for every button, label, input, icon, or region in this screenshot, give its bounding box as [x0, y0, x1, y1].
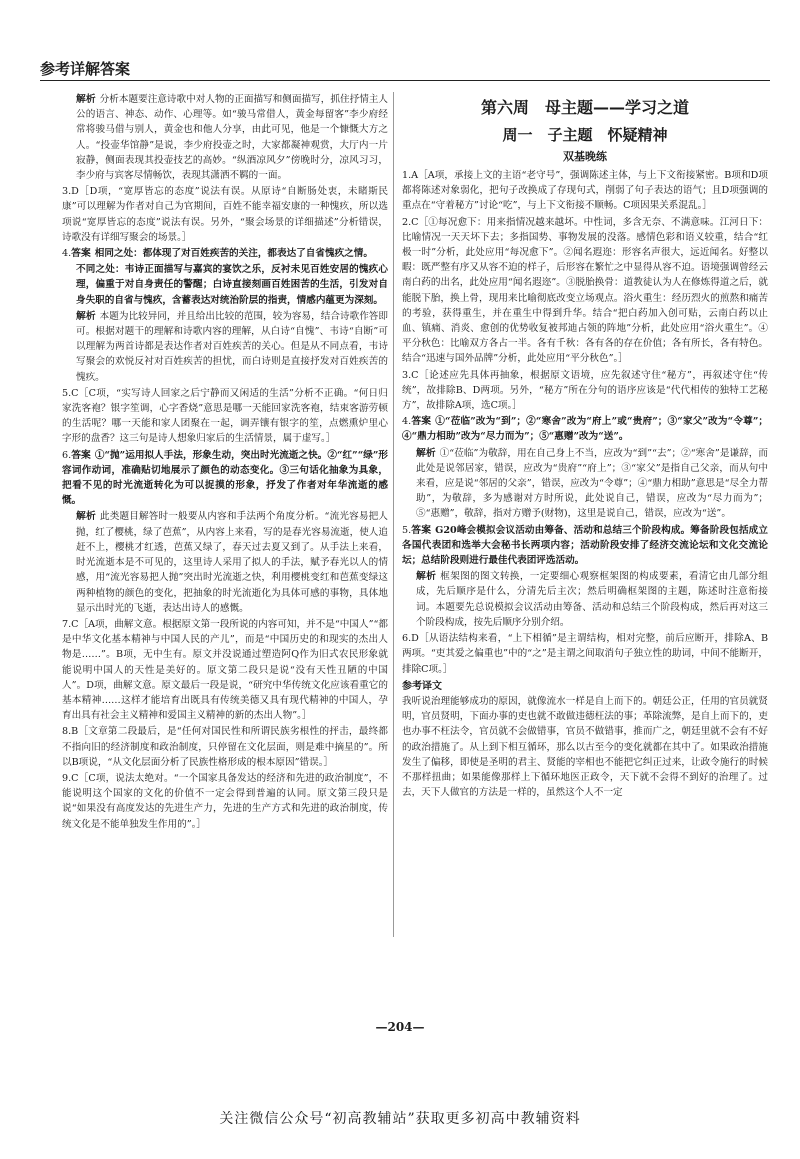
item-label: 答案	[71, 449, 91, 461]
item-text: ①“抛”运用拟人手法，形象生动，突出时光流逝之快。②“红”“绿”形容词作动词，准确贴切地展示了颜色的动态变化。③三句话化抽象为具象，把看不见的时光流逝转化为可以捉摸的形象，抒发了作者对年华流逝的感慨。	[62, 449, 389, 507]
item-text: 相同之处：都体现了对百姓疾苦的关注，都表达了自省愧疚之情。	[94, 248, 373, 260]
column-divider	[393, 92, 394, 937]
answer-item	[62, 309, 388, 385]
page-number: —204—	[375, 1020, 425, 1034]
item-text: ［文章第二段最后，是“任何对国民性和所谓民族劣根性的抨击，最终都不指向旧的经济制度和政治制度，只停留在文化层面，则是难中摘星的”。所以B项说，“从文化层面分析了民族性格形成的根本原因”错误。］	[62, 726, 388, 768]
item-label: 解析	[76, 511, 96, 523]
item-label: 解析	[76, 94, 96, 105]
header-rule	[40, 80, 770, 81]
item-number: 9.C	[62, 772, 79, 784]
item-number: 6.D	[402, 633, 419, 645]
answer-item	[402, 569, 768, 630]
item-number: 3.D	[62, 186, 79, 198]
item-text: ［D项，“宽厚皆忘的态度”说法有误。从原诗“自断肠处衷，未睹斯民康”可以理解为作者对自己为官期间，百姓不能幸福安康的一种愧疚，所以选项说“宽厚皆忘的态度”说法有误。另外，“聚会场景的详细描述”分析错误，诗歌没有详细写聚会的场景。］	[62, 186, 388, 243]
answer-item	[62, 509, 388, 615]
item-text: ［①每况愈下：用来指情况越来越坏。中性词，多含无奈、不满意味。江河日下：比喻情况一天天坏下去；多指国势、事物发展的没落。感情色彩和语义较重，结合“红极一时”分析，此处应用“每况愈下”。②闻名遐迩：形容名声很大，远近闻名。好整以暇：既严整有序又从容不迫的样子，后形容在繁忙之中显得从容不迫。语境强调曾经云南白药的出名，此处应用“闻名遐迩”。③脱胎换骨：道教徒认为人在修炼得道之后，就能脱下胎，换上骨，现用来比喻彻底改变立场观点。浴火重生：经历烈火的煎熬和痛苦的考验，获得重生，并在重生中得到升华。结合“把白药加入创可贴，云南白药以止血、镇痛、消炎、愈创的优势收复被邦迪占领的阵地”分析，此处应用“浴火重生”。④平分秋色：比喻双方各占一半。各有千秋：各有各的存在价值；各有所长，各有特色。结合“迅速与国外品牌”分析，此处应用“平分秋色”。］	[402, 216, 768, 365]
page-header: 参考详解答案	[40, 60, 131, 78]
item-number: 5.	[402, 524, 412, 536]
answer-item	[62, 771, 388, 832]
item-label: 解析	[416, 571, 437, 583]
item-number: 4.	[402, 416, 412, 428]
item-label: 答案	[71, 248, 91, 260]
footer-note: 关注微信公众号“初高教辅站”获取更多初高中教辅资料	[219, 1111, 581, 1127]
item-number: 8.B	[62, 726, 79, 738]
translation-heading: 参考译文	[402, 680, 442, 692]
answer-list	[402, 168, 768, 677]
item-label: 解析	[76, 310, 96, 322]
item-number: 6.	[62, 449, 72, 461]
item-text: ［从语法结构来看，“上下相循”是主谓结构，相对完整，前后应断开，排除A、B两项。“吏其爱之偏重也”中的“之”是主谓之间取消句子独立性的助词，中间不能断开，排除C项。］	[402, 633, 768, 675]
answer-item	[62, 184, 388, 245]
item-text: ［A项，承接上文的主语“老守号”，强调陈述主体，与上下文衔接紧密。B项和D项都将陈述对象弱化，把句子改换成了存现句式，削弱了句子表达的语气；且D项强调的重点在“守着秘方”讨论“吃”，与上下文衔接不顺畅。C项因果关系混乱。］	[402, 170, 768, 212]
item-text: ［论述应先具体再抽象，根据原文语境，应先叙述守住“秘方”，再叙述守住“传统”，故排除B、D两项。另外，“秘方”所在分句的语序应该是“代代相传的独特工艺秘方”，故排除A项，选C项。］	[402, 369, 768, 412]
answer-item	[402, 523, 768, 569]
section-title: 双基晚练	[563, 150, 607, 163]
answer-item	[62, 262, 388, 308]
left-column	[62, 92, 388, 833]
item-number: 2.C	[402, 216, 419, 228]
translation-text: 我听说治理能够成功的原因，就像流水一样是自上而下的。朝廷公正，任用的官员就贤明，官员贤明，下面办事的吏也就不敢做违德枉法的事；革除流弊，是自上而下的，吏也办事不枉法令，官员就不会做错事，官员不做错事，推而广之，朝廷里就不会有不好的政治措施了。从上到下相互循环，那么以古至今的变化就都在其中了。如果政治措施发生了偏移，即使是圣明的君主、贤能的宰相也不能把它纠正过来，让政令施行的时候不那样扭曲；如果能像那样上下循环地医正政令，天下就不会得不到好的治理了。过去，天下人做官的方法是一样的，虽然这个人不一定	[402, 695, 768, 799]
day-title: 周一 子主题 怀疑精神	[502, 126, 668, 144]
item-text: ［C项，说法太绝对。“一个国家具备发达的经济和先进的政治制度”，不能说明这个国家的文化的价值不一定会得到普遍的认同。原文第三段只是说“如果没有高度发达的先进生产力，先进的生产方式和先进的政治制度，传统文化是不能单独发生作用的”。］	[62, 772, 388, 830]
right-column	[402, 92, 768, 801]
item-number: 1.A	[402, 170, 419, 181]
item-text: ①“莅临”为敬辞，用在自己身上不当，应改为“到”“去”；②“寒舍”是谦辞，而此处是说邻居家，错误，应改为“贵府”“府上”；③“家父”是指自己父亲，而从句中来看，应是说“邻居的父亲”，错误，应改为“令尊”；④“鼎力相助”意思是“尽全力帮助”，为敬辞，多为感谢对方时所说，此处说自己，错误，应改为“尽力而为”；⑤“惠赠”，敬辞，指对方赠予(财物)，这里是说自己，错误，应改为“送”。	[416, 447, 768, 520]
answer-item	[402, 368, 768, 414]
week-title: 第六周 母主题——学习之道	[480, 98, 689, 117]
answer-item	[62, 92, 388, 183]
item-text: ①“莅临”改为“到”；②“寒舍”改为“府上”或“贵府”；③“家父”改为“令尊”；④“鼎力相助”改为“尽力而为”；⑤“惠赠”改为“送”。	[402, 416, 769, 443]
item-text: 不同之处：韦诗正面描写与嘉宾的宴饮之乐，反衬未见百姓安居的愧疚心理，偏重于对自身责任的警醒；白诗直接刻画百姓困苦的生活，引发对自身失职的自省与愧疚，含蓄表达对统治阶层的指责，情感内蕴更为深刻。	[76, 264, 388, 306]
item-text: 框架图的图文转换，一定要细心观察框架图的构成要素，看清它由几部分组成，先后顺序是什么，分清先后主次；然后明确框架图的主题，陈述时注意衔接词。本题要先总说模拟会议活动由筹备、活动和总结三个阶段构成，然后再对这三个阶段构成，按先后顺序分别介绍。	[416, 571, 769, 628]
answer-item	[62, 246, 388, 261]
item-text: 此类题目解答时一般要从内容和手法两个角度分析。“流光容易把人抛，红了樱桃，绿了芭蕉”，从内容上来看，写的是春光容易流逝，使人追赶不上，樱桃才红透，芭蕉又绿了，春天过去夏又到了。从手法上来看，时光流逝本是不可见的，这里诗人采用了拟人的手法，赋予春光以人的情感，用“流光容易把人抛”突出时光流逝之快，利用樱桃变红和芭蕉变绿这两种植物的颜色的变化，把抽象的时光流逝化为具体可感的事物，具体地显示出时光的飞逝，表达出诗人的感慨。	[76, 511, 389, 614]
item-text: 本题为比较异同，并且给出比较的范围，较为容易，结合诗歌作答即可。根据对题干的理解和诗歌内容的理解，从白诗“自愧”、韦诗“自断”可以理解为两首诗都是表达作者对百姓疾苦的关心。但是从不同点看，韦诗写聚会的欢悦反衬对百姓疾苦的担忧，而白诗则是直接抒发对百姓疾苦的愧疚。	[76, 310, 389, 383]
answer-item	[62, 386, 388, 447]
item-text: ［A项，曲解文意。根据原文第一段所说的内容可知，并不是“中国人”“都是中华文化基本精神与中国人民的产儿”，而是“中国历史的和现实的杰出人物是……”。B项，无中生有。原文并没说通过塑造阿Q作为旧式农民形象就能说明中国人的天性是美好的。原文第二段只是说“没有天性丑陋的中国人”。D项，曲解文意。原文最后一段是说，“研究中华传统文化应该看重它的基本精神……这样才能培育出既具有传统美德又具有现代精神的中国人，孕育出具有社会主义精神和爱国主义精神的新的杰出人物”。］	[62, 618, 388, 722]
item-text: ［C项，“实写诗人回家之后宁静而又闲适的生活”分析不正确。“何日归家洗客袍？银字笙调，心字香烧”意思是哪一天能回家洗客袍，结束客游劳顿的生活呢？哪一天能和家人团聚在一起，调弄镶有银字的笙，点燃熏炉里心字形的盘香？这三句是诗人想象归家后的生活情景，属于虚写。］	[62, 387, 388, 445]
answer-item	[402, 631, 768, 677]
item-text: 分析本题要注意诗歌中对人物的正面描写和侧面描写，抓住抒情主人公的语言、神态、动作、心理等。如“骏马常借人，黄金每留客”李少府经常将骏马借与别人，黄金也和他人分享，由此可见，他是一个慷慨大方之人。“投壶华馆静”是说，李少府投壶之时，大家都凝神观赏，大厅内一片寂静，侧面表现其投壶技艺的高妙。“纵酒凉风夕”傍晚时分，凉风习习，李少府与宾客尽情畅饮，表现其潇洒不羁的一面。	[76, 94, 389, 182]
item-label: 答案	[411, 416, 432, 428]
item-number: 7.C	[62, 618, 79, 630]
answer-item	[402, 168, 768, 214]
answer-item	[62, 448, 388, 509]
item-number: 5.C	[62, 387, 79, 399]
answer-item	[402, 414, 768, 444]
item-number: 3.C	[402, 369, 419, 381]
item-label: 解析	[416, 447, 436, 459]
item-label: 答案	[411, 524, 432, 536]
item-number: 4.	[62, 248, 72, 260]
answer-item	[62, 724, 388, 770]
answer-item	[62, 617, 388, 723]
answer-item	[402, 446, 768, 522]
answer-item	[402, 215, 768, 367]
item-text: G20峰会模拟会议活动由筹备、活动和总结三个阶段构成。筹备阶段包括成立各国代表团和选举大会秘书长两项内容；活动阶段安排了经济交流论坛和文化交流论坛；总结阶段则进行最佳代表团评选活动。	[402, 524, 768, 567]
